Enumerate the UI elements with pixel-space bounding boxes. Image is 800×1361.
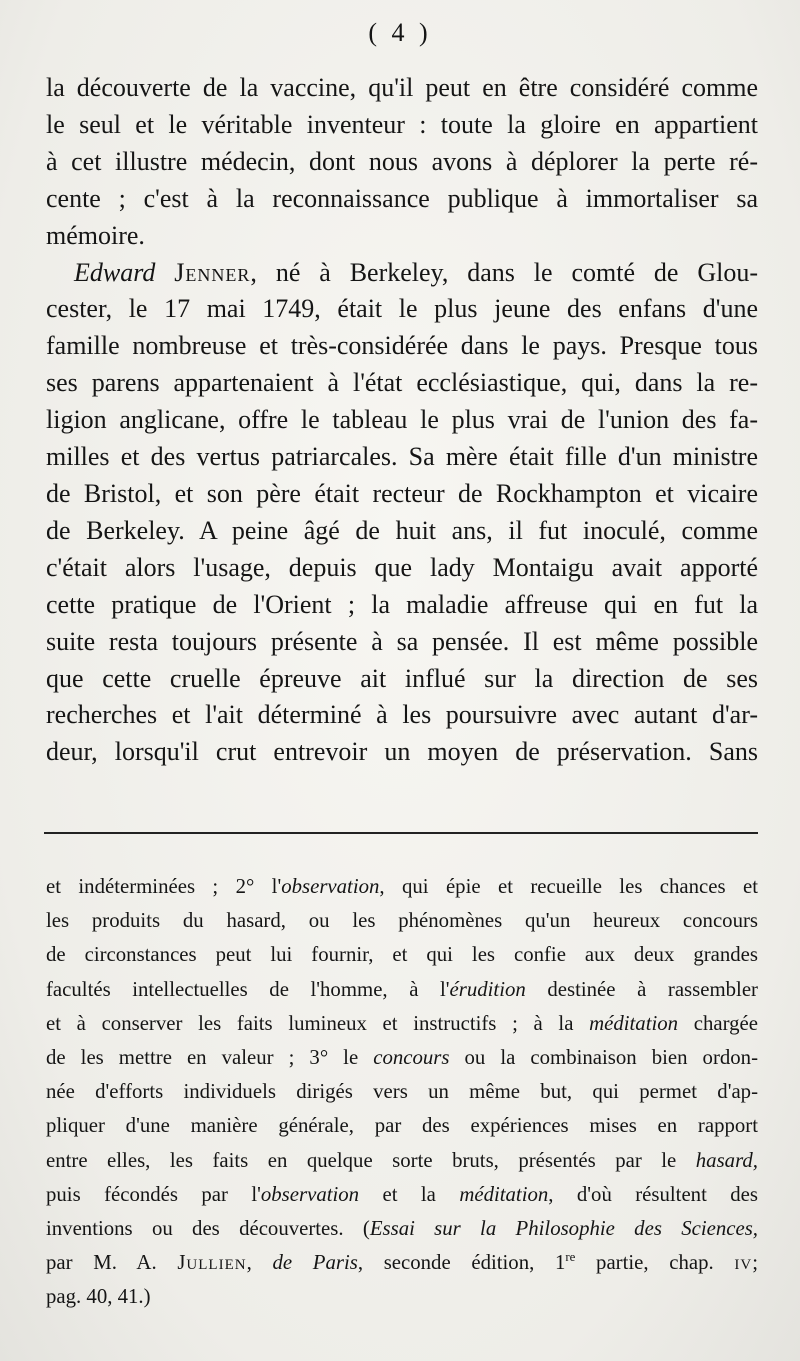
fn-text: partie, chap. [575,1251,735,1275]
body-line-1: la découverte de la vaccine, qu'il peut en être considéré comme [46,73,758,102]
footnote-line-3: de circonstances peut lui fournir, et qui les confie aux deux grandes [46,943,758,967]
body-line-10: ligion anglicane, offre le tableau le plus vrai de l'union des fa- [46,405,758,435]
fn-text: puis fécondés par l' [46,1182,261,1206]
fn-text: et indéterminées ; 2° l' [46,875,282,898]
fn-text: inventions ou des découvertes. ( [46,1217,370,1241]
main-body-text [46,70,758,771]
body-line-18: recherches et l'ait déterminé à les poursuivre avec autant d'ar- [46,700,758,730]
fn-italic: observation [260,1182,360,1206]
fn-italic: observation [281,875,380,898]
fn-text: et à conserver les faits lumineux et instructifs ; à la [46,1011,590,1035]
body-line-13: de Berkeley. A peine âgé de huit ans, il fut inoculé, comme [46,515,758,545]
footnote-line-1 [46,870,758,904]
fn-text: facultés intellectuelles de l'homme, à l' [46,977,450,1001]
footnote-line-4 [46,973,758,1007]
body-line-19: deur, lorsqu'il crut entrevoir un moyen de préservation. Sans [46,737,758,767]
person-first-name: Edward [74,257,156,287]
body-line-15: cette pratique de l'Orient ; la maladie affreuse qui en fut la [46,589,758,619]
footnote-line-8: pliquer d'une manière générale, par des expériences mises en rapport [46,1114,758,1138]
fn-author-name: Jullien [177,1251,247,1275]
fn-italic: de Paris [272,1251,358,1275]
footnote-line-2: les produits du hasard, ou les phénomènes qu'un heureux concours [46,909,758,933]
footnote-text [46,870,758,1315]
body-line-3: à cet illustre médecin, dont nous avons à déplorer la perte ré- [46,146,758,176]
person-last-name: Jenner [174,257,251,287]
footnote-line-9 [46,1144,758,1178]
body-line-17: que cette cruelle épreuve ait influé sur la direction de ses [46,663,758,693]
footnote-separator-rule [44,832,758,834]
fn-italic: concours [373,1046,450,1070]
footnote-line-13: pag. 40, 41.) [46,1285,151,1309]
fn-text: destinée à rassembler [525,977,758,1001]
body-line-16: suite resta toujours présente à sa pensée. Il est même possible [46,626,758,656]
footnote-line-10 [46,1178,758,1212]
body-line-4: cente ; c'est à la reconnaissance publique à immortaliser sa [46,183,758,213]
body-line-9: ses parens appartenaient à l'état ecclésiastique, qui, dans la re- [46,368,758,398]
fn-text: , qui épie et recueille les chances et [379,875,758,898]
footnote-line-6 [46,1041,758,1075]
fn-text: , seconde édition, 1 [357,1251,566,1275]
fn-text: ou la combinaison bien ordon- [449,1046,758,1070]
body-line-14: c'était alors l'usage, depuis que lady Montaigu avait apporté [46,552,758,582]
fn-chapter-numeral: iv [734,1251,753,1275]
footnote-line-12 [46,1246,758,1280]
body-line-7: cester, le 17 mai 1749, était le plus jeune des enfans d'une [46,294,758,324]
body-line-6-rest: , né à Berkeley, dans le comté de Glou- [250,257,758,287]
fn-text: ; [752,1251,758,1275]
fn-text: de les mettre en valeur ; 3° le [46,1046,374,1070]
fn-italic: érudition [449,977,526,1001]
body-line-8: famille nombreuse et très-considérée dans le pays. Presque tous [46,331,758,361]
fn-text: entre elles, les faits en quelque sorte bruts, présentés par le [46,1148,696,1172]
fn-italic: méditation [459,1182,549,1206]
body-line-2: le seul et le véritable inventeur : toute la gloire en appartient [46,109,758,139]
fn-italic: hasard, [695,1148,758,1172]
page-number: ( 4 ) [368,18,432,47]
fn-text: , d'où résultent des [548,1182,758,1206]
body-line-12: de Bristol, et son père était recteur de Rockhampton et vicaire [46,478,758,508]
body-line-5: mémoire. [46,220,145,250]
footnote-line-7: née d'efforts individuels dirigés vers un même but, qui permet d'ap- [46,1080,758,1104]
body-line-11: milles et des vertus patriarcales. Sa mère était fille d'un ministre [46,442,758,472]
fn-text: et la [359,1182,460,1206]
fn-text: par M. A. [46,1251,178,1275]
footnote-line-11 [46,1212,758,1246]
fn-italic: Essai sur la Philosophie des Sciences, [369,1217,758,1241]
fn-text: chargée [678,1011,758,1035]
fn-superscript: re [565,1250,576,1265]
body-line-6 [46,255,758,292]
fn-italic: méditation [589,1011,679,1035]
fn-text: , [246,1251,273,1275]
footnote-line-5 [46,1007,758,1041]
